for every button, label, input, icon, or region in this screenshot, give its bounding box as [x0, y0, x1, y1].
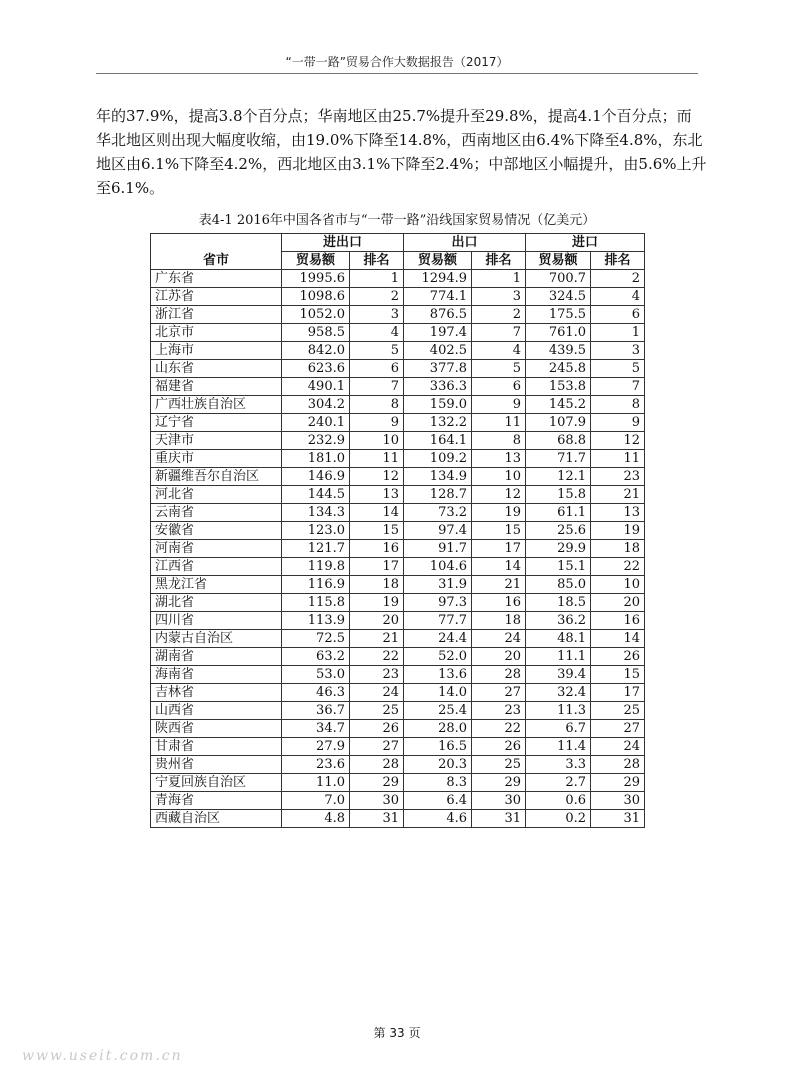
total-amount-cell: 1995.6 — [282, 270, 350, 288]
export-rank-cell: 31 — [472, 810, 526, 828]
table-row — [151, 792, 645, 810]
total-rank-cell: 26 — [350, 720, 404, 738]
total-rank-cell: 1 — [350, 270, 404, 288]
import-rank-cell: 10 — [591, 576, 645, 594]
province-cell: 安徽省 — [151, 522, 282, 540]
export-rank-cell: 4 — [472, 342, 526, 360]
table-row — [151, 558, 645, 576]
export-amount-cell: 197.4 — [404, 324, 472, 342]
import-rank-cell: 16 — [591, 612, 645, 630]
export-amount-cell: 132.2 — [404, 414, 472, 432]
total-rank-cell: 24 — [350, 684, 404, 702]
table-row — [151, 612, 645, 630]
table-row — [151, 270, 645, 288]
total-rank-cell: 15 — [350, 522, 404, 540]
total-amount-cell: 181.0 — [282, 450, 350, 468]
export-rank-cell: 5 — [472, 360, 526, 378]
total-amount-cell: 11.0 — [282, 774, 350, 792]
import-amount-cell: 29.9 — [526, 540, 591, 558]
export-rank-cell: 21 — [472, 576, 526, 594]
province-cell: 福建省 — [151, 378, 282, 396]
import-amount-cell: 175.5 — [526, 306, 591, 324]
header-group-import: 进口 — [526, 234, 645, 252]
table-row — [151, 468, 645, 486]
import-amount-cell: 324.5 — [526, 288, 591, 306]
import-rank-cell: 18 — [591, 540, 645, 558]
total-rank-cell: 25 — [350, 702, 404, 720]
table-row — [151, 360, 645, 378]
import-amount-cell: 11.4 — [526, 738, 591, 756]
import-rank-cell: 27 — [591, 720, 645, 738]
export-amount-cell: 52.0 — [404, 648, 472, 666]
import-rank-cell: 14 — [591, 630, 645, 648]
import-rank-cell: 19 — [591, 522, 645, 540]
export-rank-cell: 9 — [472, 396, 526, 414]
total-amount-cell: 4.8 — [282, 810, 350, 828]
table-row — [151, 486, 645, 504]
table-row — [151, 756, 645, 774]
export-amount-cell: 377.8 — [404, 360, 472, 378]
header-rank: 排名 — [472, 252, 526, 270]
province-cell: 上海市 — [151, 342, 282, 360]
total-rank-cell: 2 — [350, 288, 404, 306]
import-rank-cell: 1 — [591, 324, 645, 342]
import-rank-cell: 25 — [591, 702, 645, 720]
import-rank-cell: 9 — [591, 414, 645, 432]
import-amount-cell: 39.4 — [526, 666, 591, 684]
province-cell: 青海省 — [151, 792, 282, 810]
export-amount-cell: 774.1 — [404, 288, 472, 306]
import-amount-cell: 2.7 — [526, 774, 591, 792]
export-amount-cell: 336.3 — [404, 378, 472, 396]
total-amount-cell: 27.9 — [282, 738, 350, 756]
province-cell: 西藏自治区 — [151, 810, 282, 828]
province-cell: 重庆市 — [151, 450, 282, 468]
total-rank-cell: 30 — [350, 792, 404, 810]
import-rank-cell: 21 — [591, 486, 645, 504]
total-rank-cell: 14 — [350, 504, 404, 522]
total-amount-cell: 623.6 — [282, 360, 350, 378]
import-rank-cell: 7 — [591, 378, 645, 396]
import-amount-cell: 0.6 — [526, 792, 591, 810]
export-amount-cell: 73.2 — [404, 504, 472, 522]
table-row — [151, 630, 645, 648]
total-rank-cell: 22 — [350, 648, 404, 666]
import-rank-cell: 24 — [591, 738, 645, 756]
total-amount-cell: 304.2 — [282, 396, 350, 414]
export-rank-cell: 29 — [472, 774, 526, 792]
table-row — [151, 432, 645, 450]
total-amount-cell: 1098.6 — [282, 288, 350, 306]
table-row — [151, 504, 645, 522]
export-amount-cell: 28.0 — [404, 720, 472, 738]
import-amount-cell: 18.5 — [526, 594, 591, 612]
body-line: 年的37.9%，提高3.8个百分点；华南地区由25.7%提升至29.8%，提高4.1个百分点；而 — [96, 107, 692, 125]
export-amount-cell: 164.1 — [404, 432, 472, 450]
province-cell: 贵州省 — [151, 756, 282, 774]
province-cell: 河北省 — [151, 486, 282, 504]
import-rank-cell: 20 — [591, 594, 645, 612]
province-cell: 河南省 — [151, 540, 282, 558]
export-rank-cell: 24 — [472, 630, 526, 648]
total-rank-cell: 29 — [350, 774, 404, 792]
total-rank-cell: 16 — [350, 540, 404, 558]
import-amount-cell: 85.0 — [526, 576, 591, 594]
header-amount: 贸易额 — [404, 252, 472, 270]
total-rank-cell: 13 — [350, 486, 404, 504]
header-divider — [96, 73, 698, 74]
total-rank-cell: 28 — [350, 756, 404, 774]
export-rank-cell: 18 — [472, 612, 526, 630]
table-row — [151, 666, 645, 684]
import-rank-cell: 28 — [591, 756, 645, 774]
import-amount-cell: 245.8 — [526, 360, 591, 378]
export-rank-cell: 19 — [472, 504, 526, 522]
export-amount-cell: 25.4 — [404, 702, 472, 720]
export-amount-cell: 128.7 — [404, 486, 472, 504]
page-number: 第 33 页 — [373, 1026, 421, 1040]
header-amount: 贸易额 — [526, 252, 591, 270]
total-rank-cell: 8 — [350, 396, 404, 414]
export-amount-cell: 31.9 — [404, 576, 472, 594]
total-rank-cell: 9 — [350, 414, 404, 432]
body-line: 地区由6.1%下降至4.2%，西北地区由3.1%下降至2.4%；中部地区小幅提升，由5.6%上升 — [96, 155, 707, 173]
import-rank-cell: 29 — [591, 774, 645, 792]
import-amount-cell: 761.0 — [526, 324, 591, 342]
province-cell: 吉林省 — [151, 684, 282, 702]
import-rank-cell: 3 — [591, 342, 645, 360]
total-amount-cell: 842.0 — [282, 342, 350, 360]
header-group-export: 出口 — [404, 234, 526, 252]
total-amount-cell: 116.9 — [282, 576, 350, 594]
export-amount-cell: 876.5 — [404, 306, 472, 324]
import-amount-cell: 15.8 — [526, 486, 591, 504]
total-rank-cell: 21 — [350, 630, 404, 648]
header-group-total: 进出口 — [282, 234, 404, 252]
export-rank-cell: 26 — [472, 738, 526, 756]
total-amount-cell: 121.7 — [282, 540, 350, 558]
total-amount-cell: 1052.0 — [282, 306, 350, 324]
table-row — [151, 720, 645, 738]
export-amount-cell: 1294.9 — [404, 270, 472, 288]
total-rank-cell: 17 — [350, 558, 404, 576]
import-rank-cell: 23 — [591, 468, 645, 486]
total-amount-cell: 146.9 — [282, 468, 350, 486]
province-cell: 辽宁省 — [151, 414, 282, 432]
header-amount: 贸易额 — [282, 252, 350, 270]
total-rank-cell: 23 — [350, 666, 404, 684]
total-amount-cell: 123.0 — [282, 522, 350, 540]
province-cell: 陕西省 — [151, 720, 282, 738]
trade-table — [150, 233, 645, 828]
body-line: 华北地区则出现大幅度收缩，由19.0%下降至14.8%，西南地区由6.4%下降至4.8%，东北 — [96, 131, 703, 149]
import-amount-cell: 71.7 — [526, 450, 591, 468]
province-cell: 江西省 — [151, 558, 282, 576]
export-amount-cell: 13.6 — [404, 666, 472, 684]
import-rank-cell: 15 — [591, 666, 645, 684]
total-amount-cell: 119.8 — [282, 558, 350, 576]
total-rank-cell: 6 — [350, 360, 404, 378]
table-row — [151, 648, 645, 666]
import-rank-cell: 8 — [591, 396, 645, 414]
export-amount-cell: 16.5 — [404, 738, 472, 756]
export-amount-cell: 97.4 — [404, 522, 472, 540]
import-amount-cell: 11.3 — [526, 702, 591, 720]
total-amount-cell: 232.9 — [282, 432, 350, 450]
province-cell: 湖北省 — [151, 594, 282, 612]
export-rank-cell: 12 — [472, 486, 526, 504]
total-rank-cell: 10 — [350, 432, 404, 450]
total-amount-cell: 46.3 — [282, 684, 350, 702]
total-rank-cell: 27 — [350, 738, 404, 756]
import-rank-cell: 17 — [591, 684, 645, 702]
total-amount-cell: 23.6 — [282, 756, 350, 774]
total-amount-cell: 113.9 — [282, 612, 350, 630]
table-caption: 表4-1 2016年中国各省市与“一带一路”沿线国家贸易情况（亿美元） — [198, 213, 596, 228]
export-amount-cell: 159.0 — [404, 396, 472, 414]
import-amount-cell: 153.8 — [526, 378, 591, 396]
export-rank-cell: 8 — [472, 432, 526, 450]
table-row — [151, 324, 645, 342]
total-amount-cell: 115.8 — [282, 594, 350, 612]
total-rank-cell: 11 — [350, 450, 404, 468]
import-amount-cell: 15.1 — [526, 558, 591, 576]
export-amount-cell: 134.9 — [404, 468, 472, 486]
table-row — [151, 396, 645, 414]
export-rank-cell: 27 — [472, 684, 526, 702]
import-rank-cell: 13 — [591, 504, 645, 522]
export-amount-cell: 91.7 — [404, 540, 472, 558]
import-rank-cell: 11 — [591, 450, 645, 468]
export-rank-cell: 1 — [472, 270, 526, 288]
total-amount-cell: 134.3 — [282, 504, 350, 522]
province-cell: 北京市 — [151, 324, 282, 342]
import-amount-cell: 48.1 — [526, 630, 591, 648]
province-cell: 江苏省 — [151, 288, 282, 306]
table-row — [151, 342, 645, 360]
import-rank-cell: 2 — [591, 270, 645, 288]
total-amount-cell: 34.7 — [282, 720, 350, 738]
total-rank-cell: 3 — [350, 306, 404, 324]
import-amount-cell: 61.1 — [526, 504, 591, 522]
table-row — [151, 702, 645, 720]
export-rank-cell: 6 — [472, 378, 526, 396]
import-amount-cell: 107.9 — [526, 414, 591, 432]
export-rank-cell: 22 — [472, 720, 526, 738]
province-cell: 新疆维吾尔自治区 — [151, 468, 282, 486]
export-rank-cell: 17 — [472, 540, 526, 558]
table-row — [151, 378, 645, 396]
import-rank-cell: 26 — [591, 648, 645, 666]
table-row — [151, 450, 645, 468]
body-line: 至6.1%。 — [96, 179, 165, 197]
import-rank-cell: 4 — [591, 288, 645, 306]
export-amount-cell: 109.2 — [404, 450, 472, 468]
export-amount-cell: 8.3 — [404, 774, 472, 792]
export-rank-cell: 23 — [472, 702, 526, 720]
header-province: 省市 — [151, 234, 282, 270]
province-cell: 黑龙江省 — [151, 576, 282, 594]
export-amount-cell: 14.0 — [404, 684, 472, 702]
import-rank-cell: 30 — [591, 792, 645, 810]
total-amount-cell: 63.2 — [282, 648, 350, 666]
province-cell: 湖南省 — [151, 648, 282, 666]
table-row — [151, 738, 645, 756]
import-rank-cell: 22 — [591, 558, 645, 576]
table-body — [151, 270, 645, 828]
import-amount-cell: 25.6 — [526, 522, 591, 540]
export-amount-cell: 104.6 — [404, 558, 472, 576]
export-rank-cell: 30 — [472, 792, 526, 810]
total-rank-cell: 7 — [350, 378, 404, 396]
table-row — [151, 306, 645, 324]
total-amount-cell: 958.5 — [282, 324, 350, 342]
export-rank-cell: 16 — [472, 594, 526, 612]
province-cell: 四川省 — [151, 612, 282, 630]
province-cell: 内蒙古自治区 — [151, 630, 282, 648]
province-cell: 甘肃省 — [151, 738, 282, 756]
total-amount-cell: 36.7 — [282, 702, 350, 720]
total-amount-cell: 490.1 — [282, 378, 350, 396]
total-amount-cell: 7.0 — [282, 792, 350, 810]
total-rank-cell: 12 — [350, 468, 404, 486]
table-row — [151, 540, 645, 558]
import-amount-cell: 439.5 — [526, 342, 591, 360]
table-row — [151, 576, 645, 594]
export-amount-cell: 6.4 — [404, 792, 472, 810]
export-amount-cell: 4.6 — [404, 810, 472, 828]
province-cell: 山西省 — [151, 702, 282, 720]
table-row — [151, 522, 645, 540]
body-paragraph — [96, 104, 707, 200]
import-amount-cell: 11.1 — [526, 648, 591, 666]
watermark: www.useit.com.cn — [22, 1048, 183, 1064]
total-rank-cell: 18 — [350, 576, 404, 594]
import-amount-cell: 68.8 — [526, 432, 591, 450]
import-rank-cell: 31 — [591, 810, 645, 828]
import-rank-cell: 6 — [591, 306, 645, 324]
province-cell: 广西壮族自治区 — [151, 396, 282, 414]
export-rank-cell: 10 — [472, 468, 526, 486]
export-amount-cell: 77.7 — [404, 612, 472, 630]
export-rank-cell: 28 — [472, 666, 526, 684]
province-cell: 山东省 — [151, 360, 282, 378]
export-rank-cell: 14 — [472, 558, 526, 576]
province-cell: 广东省 — [151, 270, 282, 288]
total-rank-cell: 19 — [350, 594, 404, 612]
import-amount-cell: 6.7 — [526, 720, 591, 738]
table-row — [151, 774, 645, 792]
export-rank-cell: 11 — [472, 414, 526, 432]
export-rank-cell: 7 — [472, 324, 526, 342]
import-amount-cell: 0.2 — [526, 810, 591, 828]
import-rank-cell: 12 — [591, 432, 645, 450]
import-amount-cell: 700.7 — [526, 270, 591, 288]
export-rank-cell: 20 — [472, 648, 526, 666]
import-amount-cell: 12.1 — [526, 468, 591, 486]
total-rank-cell: 4 — [350, 324, 404, 342]
table-row — [151, 684, 645, 702]
province-cell: 浙江省 — [151, 306, 282, 324]
import-rank-cell: 5 — [591, 360, 645, 378]
total-rank-cell: 20 — [350, 612, 404, 630]
header-rank: 排名 — [591, 252, 645, 270]
import-amount-cell: 3.3 — [526, 756, 591, 774]
export-rank-cell: 15 — [472, 522, 526, 540]
total-rank-cell: 31 — [350, 810, 404, 828]
table-row — [151, 414, 645, 432]
export-amount-cell: 402.5 — [404, 342, 472, 360]
province-cell: 天津市 — [151, 432, 282, 450]
total-rank-cell: 5 — [350, 342, 404, 360]
import-amount-cell: 36.2 — [526, 612, 591, 630]
export-rank-cell: 2 — [472, 306, 526, 324]
total-amount-cell: 240.1 — [282, 414, 350, 432]
page-header: “一带一路”贸易合作大数据报告（2017） — [285, 55, 509, 69]
total-amount-cell: 144.5 — [282, 486, 350, 504]
import-amount-cell: 145.2 — [526, 396, 591, 414]
table-row — [151, 288, 645, 306]
export-rank-cell: 13 — [472, 450, 526, 468]
total-amount-cell: 72.5 — [282, 630, 350, 648]
total-amount-cell: 53.0 — [282, 666, 350, 684]
export-amount-cell: 20.3 — [404, 756, 472, 774]
export-rank-cell: 3 — [472, 288, 526, 306]
table-row — [151, 594, 645, 612]
export-amount-cell: 24.4 — [404, 630, 472, 648]
province-cell: 海南省 — [151, 666, 282, 684]
table-row — [151, 810, 645, 828]
export-rank-cell: 25 — [472, 756, 526, 774]
export-amount-cell: 97.3 — [404, 594, 472, 612]
province-cell: 宁夏回族自治区 — [151, 774, 282, 792]
header-rank: 排名 — [350, 252, 404, 270]
province-cell: 云南省 — [151, 504, 282, 522]
import-amount-cell: 32.4 — [526, 684, 591, 702]
